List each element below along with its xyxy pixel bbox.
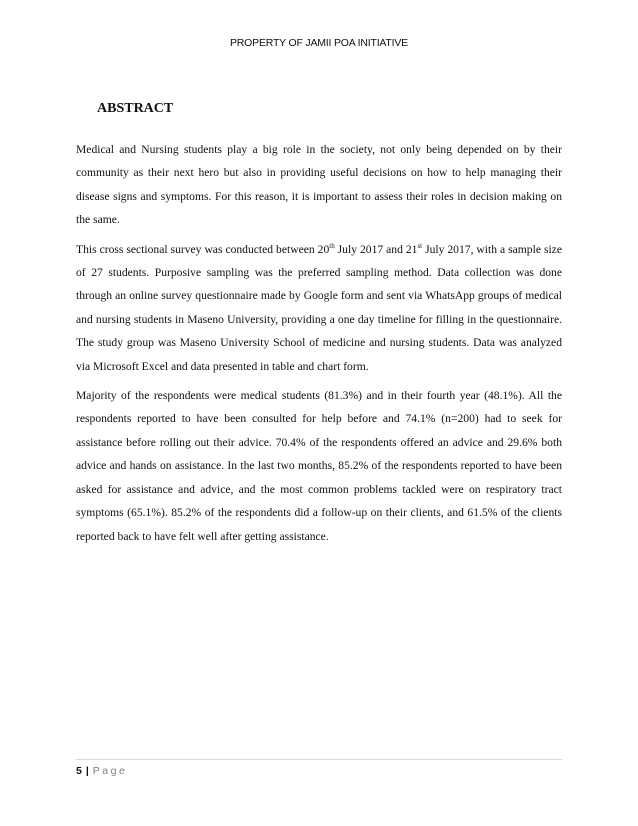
page-number: 5 bbox=[76, 765, 82, 777]
abstract-paragraph-2 bbox=[76, 238, 562, 378]
page-header: PROPERTY OF JAMII POA INITIATIVE bbox=[230, 37, 408, 49]
abstract-paragraph-3: Majority of the respondents were medical students (81.3%) and in their fourth year (48.1%). All the respondents reported to have been consulted for help before and 74.1% (n=200) had to seek for assistance before rolling out their advice. 70.4% of the respondents offered an advice and 29.6% both advice and hands on assistance. In the last two months, 85.2% of the respondents reported to have been asked for assistance and advice, and the most common problems tackled were on respiratory tract symptoms (65.1%). 85.2% of the respondents did a follow-up on their clients, and 61.5% of the clients reported back to have felt well after getting assistance. bbox=[76, 389, 562, 543]
abstract-heading: ABSTRACT bbox=[97, 101, 174, 116]
footer-separator: | bbox=[85, 765, 89, 777]
abstract-paragraph-1: Medical and Nursing students play a big role in the society, not only being depended on by their community as their next hero but also in providing useful decisions on how to help managing their disease signs and symptoms. For this reason, it is important to assess their roles in decision making on the same. bbox=[76, 143, 562, 227]
p2-text-c: July 2017, with a sample size of 27 students. Purposive sampling was the preferred sampling method. Data collection was done through an online survey questionnaire made by Google form and sent via WhatsApp groups of medical and nursing students in Maseno University, providing a one day timeline for filling in the questionnaire. The study group was Maseno University School of medicine and nursing students. Data was analyzed via Microsoft Excel and data presented in table and chart form. bbox=[76, 242, 562, 373]
abstract-body bbox=[76, 138, 562, 554]
page-footer bbox=[76, 759, 562, 777]
p2-superscript-st: st bbox=[417, 241, 423, 250]
page-label: Page bbox=[92, 765, 128, 777]
p2-text-b: July 2017 and 21 bbox=[334, 242, 418, 256]
p2-text-a: This cross sectional survey was conducted between 20 bbox=[76, 242, 330, 256]
p2-superscript-th: th bbox=[329, 241, 335, 250]
